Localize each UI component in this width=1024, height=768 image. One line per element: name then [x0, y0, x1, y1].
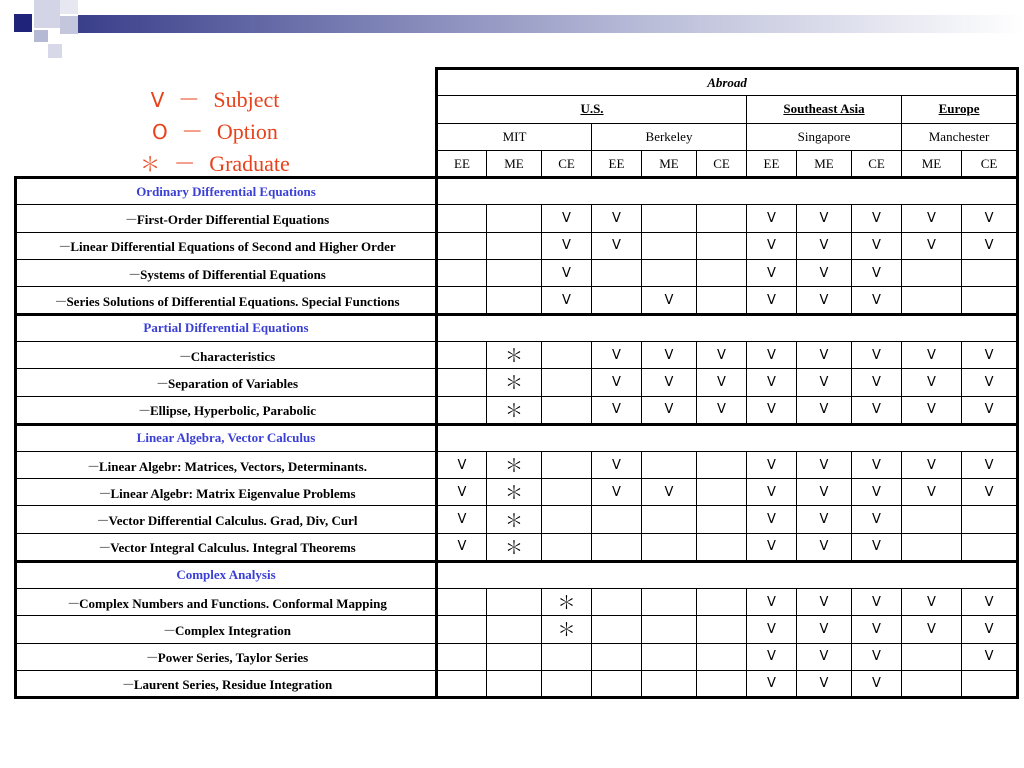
- empty-cell: [487, 670, 542, 697]
- table-row: [16, 287, 1018, 314]
- mark-cell: V: [437, 479, 487, 506]
- mark-cell: V: [852, 616, 902, 643]
- banner-square: [48, 44, 62, 58]
- empty-cell: [592, 287, 642, 314]
- banner-square: [34, 0, 60, 28]
- mark-cell: ＊: [487, 533, 542, 561]
- mark-cell: V: [592, 479, 642, 506]
- empty-corner-cell: [16, 123, 437, 150]
- mark-cell: V: [542, 260, 592, 287]
- subject-dash: －: [124, 212, 138, 228]
- header-department: EE: [437, 150, 487, 177]
- empty-corner-cell: [16, 69, 437, 96]
- empty-cell: [437, 205, 487, 232]
- mark-cell: V: [852, 506, 902, 533]
- subject-label: [16, 287, 437, 314]
- mark-cell: V: [747, 232, 797, 259]
- mark-cell: V: [592, 396, 642, 424]
- mark-cell: V: [902, 369, 962, 396]
- subject-dash: －: [128, 266, 142, 282]
- empty-cell: [592, 533, 642, 561]
- banner-square: [60, 16, 78, 34]
- subject-label: [16, 616, 437, 643]
- subject-name: Characteristics: [190, 348, 276, 364]
- empty-cell: [542, 479, 592, 506]
- mark-cell: V: [797, 205, 852, 232]
- mark-cell: V: [902, 451, 962, 478]
- category-row: [16, 424, 1018, 451]
- empty-cell: [642, 643, 697, 670]
- mark-cell: V: [962, 479, 1018, 506]
- mark-cell: V: [642, 479, 697, 506]
- subject-name: Vector Integral Calculus. Integral Theorems: [110, 540, 356, 556]
- mark-cell: V: [852, 260, 902, 287]
- mark-cell: V: [902, 589, 962, 616]
- subject-name: Ellipse, Hyperbolic, Parabolic: [149, 403, 317, 419]
- header-department: ME: [487, 150, 542, 177]
- mark-cell: V: [852, 369, 902, 396]
- header-department: ME: [642, 150, 697, 177]
- mark-cell: V: [852, 232, 902, 259]
- mark-cell: V: [642, 341, 697, 368]
- mark-cell: V: [962, 369, 1018, 396]
- category-empty-span: [437, 178, 1018, 205]
- empty-cell: [697, 205, 747, 232]
- category-empty-span: [437, 561, 1018, 588]
- table-row: [16, 479, 1018, 506]
- header-department: CE: [542, 150, 592, 177]
- empty-cell: [642, 451, 697, 478]
- legend-dash: －: [173, 151, 196, 176]
- empty-cell: [437, 369, 487, 396]
- header-university: MIT: [437, 123, 592, 150]
- mark-cell: ＊: [542, 589, 592, 616]
- mark-cell: V: [902, 616, 962, 643]
- header-university: Manchester: [902, 123, 1018, 150]
- empty-cell: [697, 260, 747, 287]
- mark-cell: V: [697, 369, 747, 396]
- empty-cell: [542, 670, 592, 697]
- mark-cell: V: [797, 396, 852, 424]
- legend-symbol: ＊: [140, 152, 161, 176]
- table-row: [16, 205, 1018, 232]
- empty-cell: [437, 643, 487, 670]
- mark-cell: V: [437, 506, 487, 533]
- legend-label: Option: [216, 119, 278, 144]
- subject-dash: －: [121, 677, 135, 693]
- header-row-regions: [16, 96, 1018, 123]
- mark-cell: V: [797, 451, 852, 478]
- empty-cell: [542, 369, 592, 396]
- mark-cell: V: [852, 533, 902, 561]
- mark-cell: V: [797, 533, 852, 561]
- empty-cell: [642, 670, 697, 697]
- empty-cell: [542, 533, 592, 561]
- banner-gradient-bar: [78, 15, 1024, 33]
- subject-name: Linear Differential Equations of Second and Higher Order: [70, 239, 396, 255]
- empty-cell: [962, 506, 1018, 533]
- empty-cell: [487, 232, 542, 259]
- empty-cell: [542, 396, 592, 424]
- subject-label: [16, 589, 437, 616]
- mark-cell: V: [797, 506, 852, 533]
- mark-cell: V: [962, 396, 1018, 424]
- mark-cell: V: [852, 479, 902, 506]
- subject-label: [16, 533, 437, 561]
- empty-cell: [437, 616, 487, 643]
- header-department: CE: [962, 150, 1018, 177]
- empty-cell: [487, 589, 542, 616]
- empty-cell: [642, 589, 697, 616]
- table-row: [16, 506, 1018, 533]
- mark-cell: V: [747, 506, 797, 533]
- category-label: Linear Algebra, Vector Calculus: [16, 424, 437, 451]
- subject-label: [16, 205, 437, 232]
- subject-label: [16, 479, 437, 506]
- empty-cell: [902, 287, 962, 314]
- header-abroad: Abroad: [437, 69, 1018, 96]
- empty-cell: [437, 589, 487, 616]
- mark-cell: V: [592, 205, 642, 232]
- subject-dash: －: [155, 375, 169, 391]
- empty-cell: [962, 670, 1018, 697]
- category-row: [16, 314, 1018, 341]
- subject-label: [16, 232, 437, 259]
- header-department: ME: [902, 150, 962, 177]
- table-row: [16, 451, 1018, 478]
- empty-cell: [902, 506, 962, 533]
- mark-cell: V: [962, 205, 1018, 232]
- subject-label: [16, 506, 437, 533]
- subject-name: Complex Numbers and Functions. Conformal Mapping: [79, 595, 387, 611]
- subject-dash: －: [58, 239, 72, 255]
- empty-cell: [437, 670, 487, 697]
- mark-cell: ＊: [487, 341, 542, 368]
- table-row: [16, 396, 1018, 424]
- mark-cell: V: [797, 643, 852, 670]
- mark-cell: V: [747, 260, 797, 287]
- subject-name: Linear Algebr: Matrix Eigenvalue Problems: [110, 485, 356, 501]
- empty-cell: [902, 260, 962, 287]
- empty-cell: [487, 205, 542, 232]
- mark-cell: V: [797, 341, 852, 368]
- subject-dash: －: [96, 513, 110, 529]
- header-region: Europe: [902, 96, 1018, 123]
- mark-cell: V: [747, 205, 797, 232]
- mark-cell: V: [747, 479, 797, 506]
- mark-cell: V: [747, 643, 797, 670]
- subject-label: [16, 341, 437, 368]
- subject-name: Complex Integration: [175, 622, 291, 638]
- mark-cell: V: [437, 451, 487, 478]
- empty-corner-cell: [16, 96, 437, 123]
- subject-name: Systems of Differential Equations: [140, 266, 326, 282]
- empty-cell: [697, 533, 747, 561]
- header-university: Berkeley: [592, 123, 747, 150]
- table-row: [16, 232, 1018, 259]
- category-row: [16, 561, 1018, 588]
- decorative-banner: [0, 0, 1024, 60]
- category-label: Partial Differential Equations: [16, 314, 437, 341]
- mark-cell: V: [962, 341, 1018, 368]
- mark-cell: ＊: [487, 369, 542, 396]
- empty-cell: [962, 260, 1018, 287]
- mark-cell: ＊: [487, 396, 542, 424]
- empty-cell: [697, 506, 747, 533]
- mark-cell: V: [852, 643, 902, 670]
- empty-cell: [902, 670, 962, 697]
- mark-cell: ＊: [487, 479, 542, 506]
- subject-name: First-Order Differential Equations: [136, 212, 330, 228]
- mark-cell: V: [797, 369, 852, 396]
- header-department: CE: [697, 150, 747, 177]
- mark-cell: V: [437, 533, 487, 561]
- empty-cell: [697, 643, 747, 670]
- banner-square: [14, 14, 32, 32]
- subject-label: [16, 396, 437, 424]
- subject-name: Power Series, Taylor Series: [157, 650, 309, 666]
- empty-cell: [542, 506, 592, 533]
- mark-cell: V: [962, 451, 1018, 478]
- empty-cell: [437, 396, 487, 424]
- empty-cell: [437, 260, 487, 287]
- mark-cell: V: [747, 396, 797, 424]
- mark-cell: V: [747, 369, 797, 396]
- subject-dash: －: [163, 622, 177, 638]
- empty-cell: [487, 287, 542, 314]
- empty-cell: [697, 232, 747, 259]
- empty-cell: [902, 533, 962, 561]
- mark-cell: V: [852, 670, 902, 697]
- empty-cell: [437, 341, 487, 368]
- mark-cell: V: [797, 670, 852, 697]
- legend-label: Subject: [213, 87, 280, 112]
- mark-cell: V: [747, 670, 797, 697]
- mark-cell: V: [797, 260, 852, 287]
- mark-cell: V: [592, 232, 642, 259]
- empty-cell: [962, 533, 1018, 561]
- mark-cell: V: [962, 616, 1018, 643]
- category-empty-span: [437, 314, 1018, 341]
- mark-cell: V: [542, 232, 592, 259]
- empty-cell: [542, 451, 592, 478]
- table-row: [16, 341, 1018, 368]
- empty-cell: [962, 287, 1018, 314]
- subject-name: Laurent Series, Residue Integration: [133, 677, 333, 693]
- category-label: Ordinary Differential Equations: [16, 178, 437, 205]
- empty-cell: [592, 643, 642, 670]
- mark-cell: V: [642, 396, 697, 424]
- empty-cell: [642, 205, 697, 232]
- header-row-abroad: [16, 69, 1018, 96]
- mark-cell: V: [852, 287, 902, 314]
- mark-cell: V: [962, 232, 1018, 259]
- mark-cell: V: [697, 341, 747, 368]
- subject-dash: －: [178, 348, 192, 364]
- mark-cell: V: [797, 232, 852, 259]
- empty-cell: [487, 260, 542, 287]
- table-row: [16, 260, 1018, 287]
- empty-cell: [487, 643, 542, 670]
- table-row: [16, 533, 1018, 561]
- mark-cell: V: [797, 479, 852, 506]
- empty-cell: [592, 260, 642, 287]
- mark-cell: V: [542, 205, 592, 232]
- category-empty-span: [437, 424, 1018, 451]
- mark-cell: V: [962, 643, 1018, 670]
- empty-cell: [487, 616, 542, 643]
- mark-cell: V: [642, 287, 697, 314]
- legend-dash: －: [177, 87, 200, 112]
- subject-dash: －: [98, 485, 112, 501]
- mark-cell: V: [902, 205, 962, 232]
- mark-cell: V: [797, 616, 852, 643]
- mark-cell: V: [962, 589, 1018, 616]
- empty-cell: [592, 616, 642, 643]
- subject-dash: －: [67, 595, 81, 611]
- header-row-departments: [16, 150, 1018, 177]
- empty-cell: [437, 232, 487, 259]
- category-label: Complex Analysis: [16, 561, 437, 588]
- legend-symbol: V: [150, 88, 165, 112]
- header-row-universities: [16, 123, 1018, 150]
- empty-cell: [437, 287, 487, 314]
- empty-cell: [592, 589, 642, 616]
- empty-cell: [697, 451, 747, 478]
- empty-corner-cell: [16, 150, 437, 177]
- mark-cell: V: [592, 369, 642, 396]
- mark-cell: V: [747, 533, 797, 561]
- header-university: Singapore: [747, 123, 902, 150]
- header-region: Southeast Asia: [747, 96, 902, 123]
- course-matrix-table: [14, 67, 1019, 699]
- empty-cell: [697, 616, 747, 643]
- mark-cell: V: [852, 205, 902, 232]
- header-department: EE: [747, 150, 797, 177]
- mark-cell: V: [902, 396, 962, 424]
- empty-cell: [697, 589, 747, 616]
- subject-dash: －: [54, 293, 68, 309]
- header-department: CE: [852, 150, 902, 177]
- mark-cell: V: [852, 341, 902, 368]
- empty-cell: [642, 232, 697, 259]
- subject-name: Series Solutions of Differential Equations. Special Functions: [66, 293, 400, 309]
- empty-cell: [542, 341, 592, 368]
- category-row: [16, 178, 1018, 205]
- subject-dash: －: [98, 540, 112, 556]
- empty-cell: [592, 506, 642, 533]
- table-row: [16, 589, 1018, 616]
- empty-cell: [902, 643, 962, 670]
- mark-cell: V: [592, 451, 642, 478]
- subject-dash: －: [145, 650, 159, 666]
- mark-cell: V: [747, 589, 797, 616]
- banner-square: [34, 30, 48, 42]
- mark-cell: V: [642, 369, 697, 396]
- empty-cell: [642, 616, 697, 643]
- subject-name: Linear Algebr: Matrices, Vectors, Determinants.: [98, 458, 367, 474]
- mark-cell: V: [747, 287, 797, 314]
- empty-cell: [642, 506, 697, 533]
- subject-name: Separation of Variables: [167, 375, 298, 391]
- empty-cell: [542, 643, 592, 670]
- mark-cell: V: [542, 287, 592, 314]
- empty-cell: [642, 260, 697, 287]
- mark-cell: V: [852, 396, 902, 424]
- mark-cell: V: [747, 616, 797, 643]
- table-row: [16, 643, 1018, 670]
- empty-cell: [642, 533, 697, 561]
- mark-cell: V: [902, 341, 962, 368]
- header-department: EE: [592, 150, 642, 177]
- empty-cell: [697, 670, 747, 697]
- subject-dash: －: [86, 458, 100, 474]
- mark-cell: V: [747, 451, 797, 478]
- subject-label: [16, 260, 437, 287]
- legend-label: Graduate: [209, 151, 290, 176]
- empty-cell: [697, 287, 747, 314]
- mark-cell: ＊: [487, 451, 542, 478]
- legend-dash: －: [181, 119, 204, 144]
- mark-cell: V: [697, 396, 747, 424]
- subject-name: Vector Differential Calculus. Grad, Div, Curl: [108, 513, 358, 529]
- subject-label: [16, 670, 437, 697]
- mark-cell: V: [852, 451, 902, 478]
- mark-cell: V: [902, 479, 962, 506]
- mark-cell: V: [797, 287, 852, 314]
- subject-label: [16, 369, 437, 396]
- mark-cell: ＊: [542, 616, 592, 643]
- legend-symbol: O: [152, 120, 168, 144]
- mark-cell: ＊: [487, 506, 542, 533]
- banner-square: [60, 0, 78, 14]
- mark-cell: V: [592, 341, 642, 368]
- header-region: U.S.: [437, 96, 747, 123]
- mark-cell: V: [747, 341, 797, 368]
- header-department: ME: [797, 150, 852, 177]
- empty-cell: [697, 479, 747, 506]
- mark-cell: V: [797, 589, 852, 616]
- subject-label: [16, 451, 437, 478]
- mark-cell: V: [902, 232, 962, 259]
- table-row: [16, 369, 1018, 396]
- subject-dash: －: [137, 403, 151, 419]
- subject-label: [16, 643, 437, 670]
- mark-cell: V: [852, 589, 902, 616]
- table-row: [16, 670, 1018, 697]
- table-row: [16, 616, 1018, 643]
- empty-cell: [592, 670, 642, 697]
